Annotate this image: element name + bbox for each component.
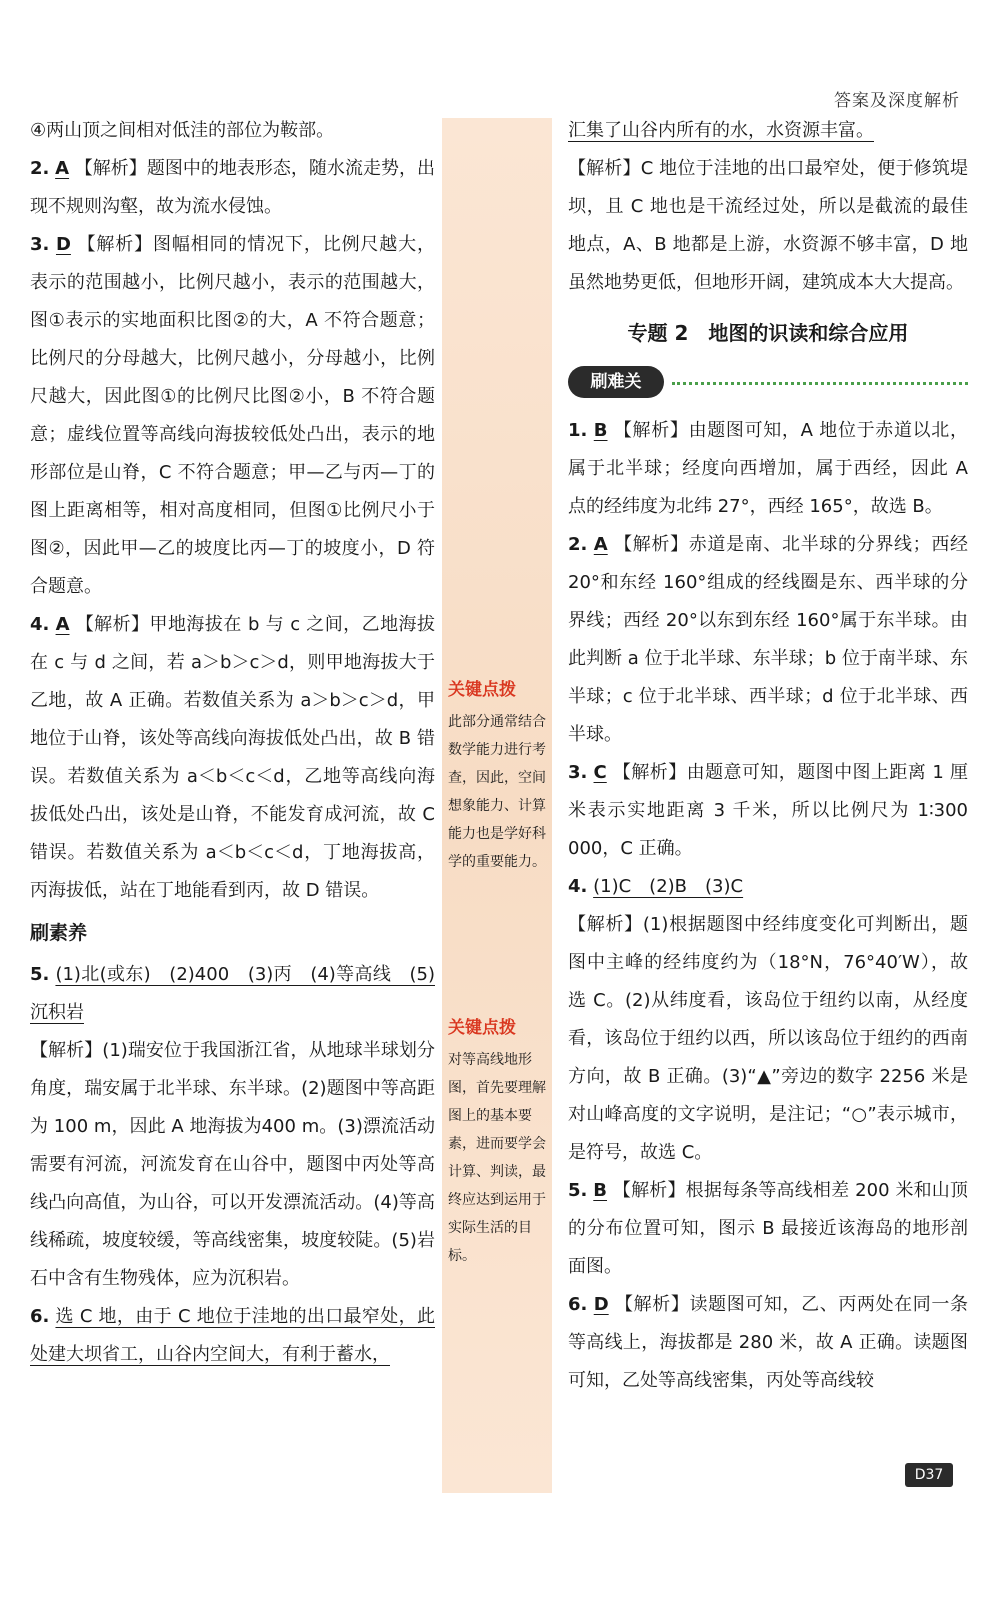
answer-fill: 选 C 地，由于 C 地位于洼地的出口最窄处，此处建大坝省工，山谷内空间大，有利于蓄水，: [30, 1306, 435, 1365]
tip-title: 关键点拨: [448, 680, 516, 700]
answer-item-6-cont: [568, 112, 968, 150]
answer-choice: A: [593, 534, 608, 555]
answer-item-r6: [568, 1286, 968, 1400]
dotted-divider: [672, 382, 968, 385]
page-number: D37: [905, 1463, 953, 1487]
question-number: 6.: [568, 1294, 588, 1315]
analysis-text: 赤道是南、北半球的分界线；西经 20°和东经 160°组成的经线圈是东、西半球的分界线；西经 20°以东到东经 160°属于东半球。由此判断 a 位于北半球、东半球；b 位于南半球、东半球；c 位于北半球、西半球；d 位于北半球、西半球。: [568, 534, 969, 745]
left-column: [30, 112, 435, 1374]
answer-item-r5: [568, 1172, 968, 1286]
analysis-text: (1)瑞安位于我国浙江省，从地球半球划分角度，瑞安属于北半球、东半球。(2)题图中等高距为 100 m，因此 A 地海拔为400 m。(3)漂流活动需要有河流，河流发育在山谷中，题图中丙处等高线凸向高值，为山谷，可以开发漂流活动。(4)等高线稀疏，坡度较缓，等高线密集，坡度较陡。(5)岩石中含有生物残体，应为沉积岩。: [30, 1040, 436, 1289]
question-number: 1.: [568, 420, 588, 441]
question-number: 4.: [30, 614, 50, 635]
tip-text: 此部分通常结合数学能力进行考查，因此，空间想象能力、计算能力也是学好科学的重要能力。: [448, 714, 546, 870]
answer-item-r3: [568, 754, 968, 868]
question-number: 5.: [30, 964, 50, 985]
topic-title: 专题 2 地图的识读和综合应用: [627, 321, 909, 345]
analysis-tag: 【解析】: [612, 1180, 686, 1201]
answer-item-3: [30, 226, 435, 606]
analysis-text: 读题图可知，乙、丙两处在同一条等高线上，海拔都是 280 米，故 A 正确。读题图可知，乙处等高线密集，丙处等高线较: [568, 1294, 969, 1391]
analysis-tag: 【解析】: [568, 914, 643, 935]
answer-item-6: [30, 1298, 435, 1374]
section-badge: 刷难关: [568, 366, 664, 398]
answer-fill: (1)C (2)B (3)C: [593, 876, 744, 897]
analysis-text: (1)根据题图中经纬度变化可判断出，题图中主峰的经纬度约为（18°N，76°40′W），故选 C。(2)从纬度看，该岛位于纽约以南，从经度看，该岛位于纽约以西，所以该岛位于纽约的西南方向，故 B 正确。(3)“▲”旁边的数字 2256 米是对山峰高度的文字说明，是注记；“○”表示城市，是符号，故选 C。: [568, 914, 969, 1163]
answer-choice: A: [55, 614, 70, 635]
analysis-tag: 【解析】: [612, 762, 687, 783]
answer-text: ④两山顶之间相对低洼的部位为鞍部。: [30, 120, 335, 141]
answer-item-r1: [568, 412, 968, 526]
answer-item-5: [30, 956, 435, 1032]
key-tip-2: [448, 1014, 548, 1270]
answer-item-r2: [568, 526, 968, 754]
right-column: [568, 112, 968, 1400]
answer-item-r4-analysis: [568, 906, 968, 1172]
tip-title: 关键点拨: [448, 1018, 516, 1038]
answer-item-1-cont: [30, 112, 435, 150]
answer-fill: 汇集了山谷内所有的水，水资源丰富。: [568, 120, 874, 141]
answer-item-4: [30, 606, 435, 910]
question-number: 2.: [568, 534, 588, 555]
question-number: 2.: [30, 158, 50, 179]
question-number: 4.: [568, 876, 588, 897]
question-number: 6.: [30, 1306, 50, 1327]
analysis-text: 题图中的地表形态，随水流走势，出现不规则沟壑，故为流水侵蚀。: [30, 158, 435, 217]
analysis-text: 甲地海拔在 b 与 c 之间，乙地海拔在 c 与 d 之间，若 a＞b＞c＞d，则甲地海拔大于乙地，故 A 正确。若数值关系为 a＞b＞c＞d，甲地位于山脊，该处等高线向海拔低处凸出，故 B 错误。若数值关系为 a＜b＜c＜d，乙地等高线向海拔低处凸出，该处是山脊，不能发育成河流，故 C 错误。若数值关系为 a＜b＜c＜d，丁地海拔高，丙海拔低，站在丁地能看到丙，故 D 错误。: [30, 614, 435, 901]
answer-item-5-analysis: [30, 1032, 435, 1298]
tip-text: 对等高线地形图，首先要理解图上的基本要素，进而要学会计算、判读，最终应达到运用于实际生活的目标。: [448, 1052, 546, 1264]
section-title: 刷素养: [30, 922, 88, 944]
answer-choice: A: [55, 158, 70, 179]
question-number: 3.: [30, 234, 50, 255]
analysis-tag: 【解析】: [614, 534, 689, 555]
analysis-tag: 【解析】: [74, 158, 147, 179]
analysis-tag: 【解析】: [613, 420, 689, 441]
analysis-tag: 【解析】: [30, 1040, 103, 1061]
question-number: 5.: [568, 1180, 588, 1201]
answer-item-6-analysis: [568, 150, 968, 302]
answer-item-r4: [568, 868, 968, 906]
analysis-tag: 【解析】: [77, 234, 153, 255]
analysis-text: 由题意可知，题图中图上距离 1 厘米表示实地距离 3 千米，所以比例尺为 1∶300 000，C 正确。: [568, 762, 968, 859]
answer-choice: C: [593, 762, 607, 783]
analysis-text: 根据每条等高线相差 200 米和山顶的分布位置可知，图示 B 最接近该海岛的地形剖面图。: [568, 1180, 968, 1277]
answer-item-2: [30, 150, 435, 226]
analysis-tag: 【解析】: [568, 158, 641, 179]
header-title: 答案及深度解析: [834, 91, 960, 111]
answer-choice: D: [593, 1294, 609, 1315]
analysis-tag: 【解析】: [75, 614, 150, 635]
key-tip-1: [448, 676, 548, 876]
answer-choice: D: [55, 234, 71, 255]
analysis-text: 图幅相同的情况下，比例尺越大，表示的范围越小，比例尺越小，表示的范围越大，图①表示的实地面积比图②的大，A 不符合题意；比例尺的分母越大，比例尺越小，分母越小，比例尺越大，因此图①的比例尺比图②小，B 不符合题意；虚线位置等高线向海拔较低处凸出，表示的地形部位是山脊，C 不符合题意；甲—乙与丙—丁的图上距离相等，相对高度相同，但图①比例尺小于图②，因此甲—乙的坡度比丙—丁的坡度小，D 符合题意。: [30, 234, 436, 597]
answer-choice: B: [593, 1180, 608, 1201]
answer-choice: B: [593, 420, 608, 441]
analysis-tag: 【解析】: [615, 1294, 690, 1315]
answer-fill: (1)北(或东) (2)400 (3)丙 (4)等高线 (5)沉积岩: [30, 964, 435, 1023]
section-badge-row: [568, 362, 968, 406]
analysis-text: 由题图可知，A 地位于赤道以北，属于北半球；经度向西增加，属于西经，因此 A 点的经纬度为北纬 27°，西经 165°，故选 B。: [568, 420, 968, 517]
question-number: 3.: [568, 762, 588, 783]
analysis-text: C 地位于洼地的出口最窄处，便于修筑堤坝，且 C 地也是干流经过处，所以是截流的最佳地点，A、B 地都是上游，水资源不够丰富，D 地虽然地势更低，但地形开阔，建筑成本大大提高。: [568, 158, 969, 293]
